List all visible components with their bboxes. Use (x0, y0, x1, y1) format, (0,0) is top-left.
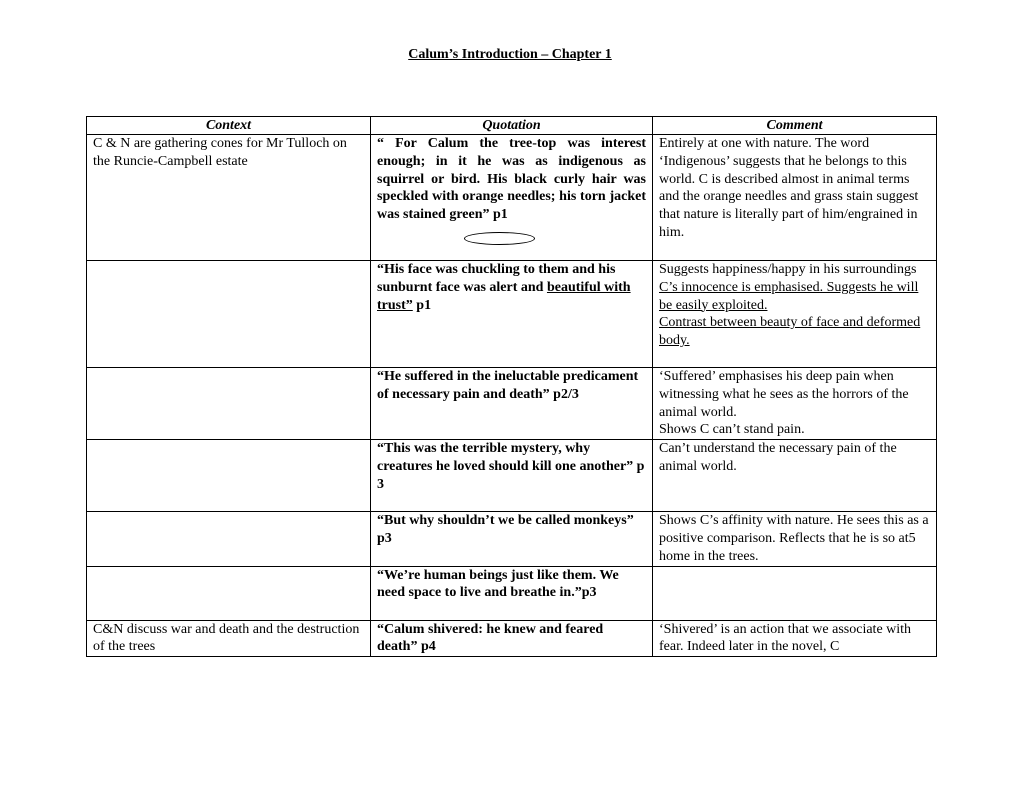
quotation-cell (371, 261, 653, 368)
table-row (87, 440, 937, 512)
comment-line: Suggests happiness/happy in his surroundings (659, 262, 917, 277)
quotation-cell: “This was the terrible mystery, why creatures he loved should kill one another” p 3 (371, 440, 653, 512)
comment-line: Shows C can’t stand pain. (659, 422, 805, 438)
page-title: Calum’s Introduction – Chapter 1 (408, 47, 612, 62)
context-cell (87, 512, 371, 566)
comment-line-underlined: C’s innocence is emphasised. Suggests he will be easily exploited. (659, 279, 919, 313)
comment-cell (653, 566, 937, 620)
context-cell: C & N are gathering cones for Mr Tulloch on the Runcie-Campbell estate (87, 135, 371, 261)
comment-cell: Can’t understand the necessary pain of the animal world. (653, 440, 937, 512)
quotation-text: “His face was chuckling to them and his sunburnt face was alert and (377, 262, 616, 295)
comment-cell: Shows C’s affinity with nature. He sees this as a positive comparison. Reflects that he is so at5 home in the trees. (653, 512, 937, 566)
quotation-page-ref: p1 (412, 297, 432, 313)
comment-cell: Entirely at one with nature. The word ‘Indigenous’ suggests that he belongs to this world. C is described almost in animal terms and the orange needles and grass stain suggest that nature is literally part of him/engrained in him. (653, 135, 937, 261)
quotation-cell: “He suffered in the ineluctable predicament of necessary pain and death” p2/3 (371, 368, 653, 440)
comment-cell: ‘Shivered’ is an action that we associate with fear. Indeed later in the novel, C (653, 620, 937, 657)
table-row (87, 261, 937, 368)
quotation-underlined-text: beautiful with trust” (377, 279, 631, 313)
header-row (87, 117, 937, 135)
context-cell: C&N discuss war and death and the destruction of the trees (87, 620, 371, 657)
comment-line-underlined: Contrast between beauty of face and deformed body. (659, 315, 921, 349)
table-row (87, 566, 937, 620)
header-context: Context (87, 117, 371, 135)
comment-cell (653, 368, 937, 440)
table-row (87, 512, 937, 566)
header-quotation: Quotation (371, 117, 653, 135)
hand-drawn-oval (464, 232, 535, 245)
comment-cell (653, 261, 937, 368)
table-row (87, 620, 937, 657)
quotation-cell: “Calum shivered: he knew and feared death” p4 (371, 620, 653, 657)
header-comment: Comment (653, 117, 937, 135)
comment-line: ‘Suffered’ emphasises his deep pain when witnessing what he sees as the horrors of the animal world. (659, 369, 909, 420)
context-cell (87, 440, 371, 512)
quotation-cell: “We’re human beings just like them. We need space to live and breathe in.”p3 (371, 566, 653, 620)
context-cell (87, 368, 371, 440)
quotation-cell: “ For Calum the tree-top was interest enough; in it he was as indigenous as squirrel or bird. His black curly hair was speckled with orange needles; his torn jacket was stained green” p1 (371, 135, 653, 261)
quotation-cell: “But why shouldn’t we be called monkeys” p3 (371, 512, 653, 566)
context-cell (87, 566, 371, 620)
context-cell (87, 261, 371, 368)
notes-table (86, 116, 937, 657)
table-row (87, 368, 937, 440)
